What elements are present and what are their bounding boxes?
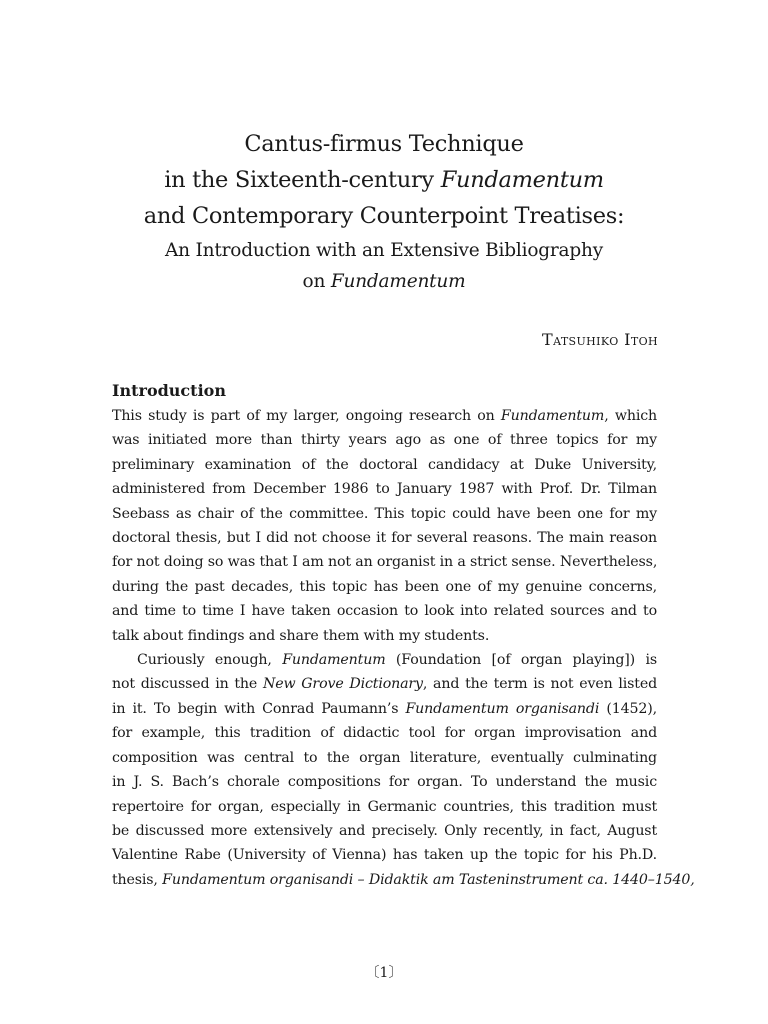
text-span: This study is part of my larger, ongoing research on — [112, 408, 501, 424]
text-line: doctoral thesis, but I did not choose it for several reasons. The main reason — [112, 530, 657, 547]
title-line-2 — [0, 162, 768, 198]
text-line: Valentine Rabe (University of Vienna) has taken up the topic for his Ph.D. — [112, 847, 657, 864]
subtitle-line-2 — [0, 266, 768, 297]
text-span: not discussed in the — [112, 676, 263, 693]
text-span-italic: New Grove Dictionary — [262, 676, 423, 693]
text-span: (1452), — [599, 700, 657, 717]
text-line: administered from December 1986 to January 1987 with Prof. Dr. Tilman — [112, 481, 657, 498]
text-line: during the past decades, this topic has been one of my genuine concerns, — [112, 578, 657, 595]
title-text-2-italic: Fundamentum — [440, 167, 604, 193]
text-line: and time to time I have taken occasion to look into related sources and to — [112, 603, 657, 620]
text-line: for example, this tradition of didactic tool for organ improvisation and — [112, 725, 657, 742]
text-span: Curiously enough, — [137, 652, 283, 669]
text-span: , which — [604, 408, 658, 424]
page-number: 〔1〕 — [365, 965, 403, 981]
text-line: composition was central to the organ literature, eventually culminating — [112, 749, 657, 766]
body-text — [112, 378, 695, 892]
text-span: (Foundation [of organ playing]) is — [385, 652, 658, 669]
title-text-1: Cantus-firmus Technique — [244, 131, 524, 157]
text-span: in it. To begin with Conrad Paumann’s — [112, 700, 406, 717]
text-line — [112, 868, 695, 892]
subtitle-line-1 — [0, 235, 768, 266]
text-line — [112, 648, 657, 672]
title-line-3 — [0, 198, 768, 234]
text-line: preliminary examination of the doctoral candidacy at Duke University, — [112, 456, 657, 473]
text-line — [112, 697, 657, 721]
paragraph-2 — [112, 648, 695, 892]
subtitle-text-1: An Introduction with an Extensive Bibliography — [165, 240, 603, 261]
text-span: , and the term is not even listed — [422, 676, 658, 693]
text-span-italic: Fundamentum — [282, 652, 386, 669]
text-span-italic: Fundamentum organisandi – Didaktik am Tasteninstrument ca. 1440–1540, — [162, 871, 695, 888]
subtitle-text-2-italic: Fundamentum — [330, 271, 466, 292]
author-name: Tatsuhiko Itoh — [542, 330, 658, 349]
title-text-2: in the Sixteenth-century — [164, 167, 441, 193]
text-line — [112, 404, 657, 428]
text-line: in J. S. Bach’s chorale compositions for organ. To understand the music — [112, 774, 657, 791]
section-heading: Introduction — [112, 381, 226, 400]
text-line: be discussed more extensively and precisely. Only recently, in fact, August — [112, 822, 657, 839]
text-line — [112, 672, 657, 696]
title-line-1 — [0, 126, 768, 162]
paragraph-1 — [112, 404, 657, 648]
text-span: thesis, — [112, 871, 163, 888]
text-span-italic: Fundamentum — [500, 408, 605, 424]
text-span-italic: Fundamentum organisandi — [405, 700, 600, 717]
text-line: for not doing so was that I am not an organist in a strict sense. Nevertheless, — [112, 554, 658, 571]
subtitle-text-2: on — [302, 271, 331, 292]
text-line: was initiated more than thirty years ago as one of three topics for my — [112, 432, 657, 449]
text-line: repertoire for organ, especially in Germanic countries, this tradition must — [112, 798, 657, 815]
text-line: Seebass as chair of the committee. This topic could have been one for my — [112, 505, 657, 522]
text-line: talk about findings and share them with my students. — [112, 627, 490, 644]
title-text-3: and Contemporary Counterpoint Treatises: — [143, 203, 625, 229]
title-block — [0, 126, 768, 297]
